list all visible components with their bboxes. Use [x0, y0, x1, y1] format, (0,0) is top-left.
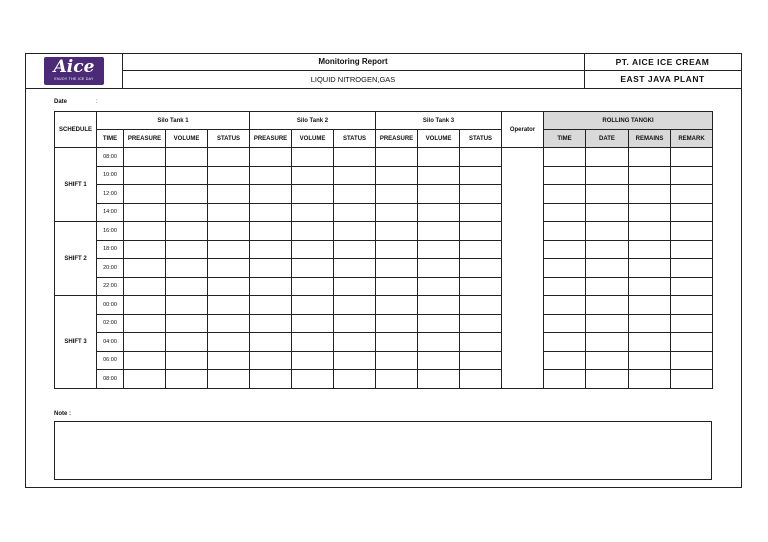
table-row	[55, 222, 713, 241]
input-cell[interactable]	[292, 222, 334, 241]
input-cell[interactable]	[166, 222, 208, 241]
input-cell[interactable]	[250, 166, 292, 185]
column-header: PREASURE	[124, 130, 166, 148]
time-cell: 06:00	[97, 351, 124, 370]
input-cell[interactable]	[460, 185, 502, 204]
form-frame	[25, 53, 742, 488]
rolling-input-cell[interactable]	[586, 185, 629, 204]
input-cell[interactable]	[208, 185, 250, 204]
input-cell[interactable]	[208, 222, 250, 241]
table-row	[55, 240, 713, 259]
input-cell[interactable]	[418, 277, 460, 296]
input-cell[interactable]	[292, 240, 334, 259]
input-cell[interactable]	[334, 240, 376, 259]
input-cell[interactable]	[376, 351, 418, 370]
logo-cell	[26, 54, 123, 88]
rolling-input-cell[interactable]	[586, 148, 629, 167]
aice-logo	[44, 57, 104, 85]
time-cell: 14:00	[97, 203, 124, 222]
input-cell[interactable]	[418, 148, 460, 167]
rolling-input-cell[interactable]	[544, 296, 586, 315]
input-cell[interactable]	[208, 314, 250, 333]
input-cell[interactable]	[250, 185, 292, 204]
table-row	[55, 166, 713, 185]
rolling-input-cell[interactable]	[629, 259, 671, 278]
rolling-input-cell[interactable]	[544, 370, 586, 389]
column-header: STATUS	[208, 130, 250, 148]
date-label: Date	[54, 99, 68, 105]
rolling-input-cell[interactable]	[544, 222, 586, 241]
input-cell[interactable]	[250, 314, 292, 333]
input-cell[interactable]	[334, 222, 376, 241]
input-cell[interactable]	[334, 351, 376, 370]
rolling-input-cell[interactable]	[629, 351, 671, 370]
input-cell[interactable]	[250, 333, 292, 352]
date-field[interactable]: :	[96, 99, 98, 105]
input-cell[interactable]	[460, 203, 502, 222]
input-cell[interactable]	[208, 166, 250, 185]
input-cell[interactable]	[418, 333, 460, 352]
rolling-input-cell[interactable]	[586, 222, 629, 241]
column-header: VOLUME	[166, 130, 208, 148]
input-cell[interactable]	[334, 333, 376, 352]
silo-tank-header: Silo Tank 1	[97, 112, 250, 130]
input-cell[interactable]	[292, 185, 334, 204]
rolling-input-cell[interactable]	[544, 185, 586, 204]
input-cell[interactable]	[124, 185, 166, 204]
rolling-column-header: DATE	[586, 130, 629, 148]
input-cell[interactable]	[166, 370, 208, 389]
rolling-input-cell[interactable]	[586, 314, 629, 333]
time-cell: 08:00	[97, 148, 124, 167]
rolling-input-cell[interactable]	[629, 222, 671, 241]
rolling-input-cell[interactable]	[671, 166, 713, 185]
input-cell[interactable]	[334, 296, 376, 315]
column-header: PREASURE	[376, 130, 418, 148]
table-row	[55, 314, 713, 333]
input-cell[interactable]	[292, 370, 334, 389]
input-cell[interactable]	[292, 203, 334, 222]
input-cell[interactable]	[124, 148, 166, 167]
input-cell[interactable]	[460, 277, 502, 296]
input-cell[interactable]	[124, 351, 166, 370]
input-cell[interactable]	[460, 222, 502, 241]
input-cell[interactable]	[376, 185, 418, 204]
input-cell[interactable]	[460, 351, 502, 370]
input-cell[interactable]	[334, 314, 376, 333]
input-cell[interactable]	[418, 240, 460, 259]
input-cell[interactable]	[292, 314, 334, 333]
silo-tank-header: Silo Tank 2	[250, 112, 376, 130]
input-cell[interactable]	[124, 259, 166, 278]
input-cell[interactable]	[166, 148, 208, 167]
table-row	[55, 148, 713, 167]
table-row	[55, 203, 713, 222]
input-cell[interactable]	[250, 240, 292, 259]
input-cell[interactable]	[208, 203, 250, 222]
input-cell[interactable]	[418, 185, 460, 204]
plant-name: EAST JAVA PLANT	[620, 74, 705, 84]
rolling-input-cell[interactable]	[671, 259, 713, 278]
input-cell[interactable]	[334, 185, 376, 204]
input-cell[interactable]	[292, 296, 334, 315]
time-cell: 22:00	[97, 277, 124, 296]
time-cell: 18:00	[97, 240, 124, 259]
rolling-input-cell[interactable]	[629, 185, 671, 204]
input-cell[interactable]	[250, 277, 292, 296]
rolling-input-cell[interactable]	[544, 166, 586, 185]
input-cell[interactable]	[166, 240, 208, 259]
input-cell[interactable]	[166, 351, 208, 370]
input-cell[interactable]	[166, 203, 208, 222]
table-row	[55, 259, 713, 278]
time-cell: 04:00	[97, 333, 124, 352]
input-cell[interactable]	[418, 203, 460, 222]
rolling-input-cell[interactable]	[586, 370, 629, 389]
rolling-input-cell[interactable]	[544, 277, 586, 296]
input-cell[interactable]	[334, 370, 376, 389]
input-cell[interactable]	[166, 314, 208, 333]
input-cell[interactable]	[418, 259, 460, 278]
report-subtitle: LIQUID NITROGEN,GAS	[310, 75, 396, 84]
rolling-input-cell[interactable]	[586, 296, 629, 315]
input-cell[interactable]	[124, 370, 166, 389]
time-cell: 12:00	[97, 185, 124, 204]
rolling-input-cell[interactable]	[629, 240, 671, 259]
report-header	[26, 54, 741, 89]
rolling-tangki-header: ROLLING TANGKI	[544, 112, 713, 130]
input-cell[interactable]	[334, 148, 376, 167]
input-cell[interactable]	[376, 314, 418, 333]
operator-header: Operator	[502, 112, 544, 148]
input-cell[interactable]	[124, 314, 166, 333]
input-cell[interactable]	[460, 148, 502, 167]
company-cell	[584, 54, 741, 88]
input-cell[interactable]	[460, 240, 502, 259]
input-cell[interactable]	[166, 185, 208, 204]
input-cell[interactable]	[250, 351, 292, 370]
rolling-input-cell[interactable]	[586, 166, 629, 185]
column-header: VOLUME	[418, 130, 460, 148]
table-row	[55, 185, 713, 204]
input-cell[interactable]	[418, 314, 460, 333]
rolling-column-header: REMARK	[671, 130, 713, 148]
table-row	[55, 333, 713, 352]
input-cell[interactable]	[460, 296, 502, 315]
schedule-header: SCHEDULE	[55, 112, 97, 148]
rolling-input-cell[interactable]	[671, 240, 713, 259]
header-row-2	[55, 130, 713, 148]
input-cell[interactable]	[250, 222, 292, 241]
input-cell[interactable]	[124, 333, 166, 352]
input-cell[interactable]	[208, 333, 250, 352]
input-cell[interactable]	[124, 296, 166, 315]
rolling-input-cell[interactable]	[671, 277, 713, 296]
input-cell[interactable]	[292, 333, 334, 352]
input-cell[interactable]	[418, 222, 460, 241]
input-cell[interactable]	[208, 240, 250, 259]
input-cell[interactable]	[250, 148, 292, 167]
silo-tank-header: Silo Tank 3	[376, 112, 502, 130]
column-header: STATUS	[334, 130, 376, 148]
input-cell[interactable]	[166, 166, 208, 185]
input-cell[interactable]	[460, 259, 502, 278]
input-cell[interactable]	[376, 333, 418, 352]
column-header: VOLUME	[292, 130, 334, 148]
column-header: PREASURE	[250, 130, 292, 148]
rolling-input-cell[interactable]	[586, 333, 629, 352]
shift-label: SHIFT 3	[55, 296, 97, 389]
rolling-input-cell[interactable]	[586, 203, 629, 222]
time-header: TIME	[97, 130, 124, 148]
logo-tagline: ENJOY THE ICE DAY	[54, 77, 94, 81]
rolling-input-cell[interactable]	[629, 370, 671, 389]
rolling-input-cell[interactable]	[671, 314, 713, 333]
input-cell[interactable]	[292, 351, 334, 370]
rolling-input-cell[interactable]	[671, 203, 713, 222]
rolling-input-cell[interactable]	[544, 314, 586, 333]
rolling-column-header: TIME	[544, 130, 586, 148]
input-cell[interactable]	[124, 222, 166, 241]
input-cell[interactable]	[418, 166, 460, 185]
note-label: Note :	[54, 411, 71, 417]
rolling-input-cell[interactable]	[629, 166, 671, 185]
time-cell: 02:00	[97, 314, 124, 333]
input-cell[interactable]	[376, 166, 418, 185]
header-row-1	[55, 112, 713, 130]
rolling-input-cell[interactable]	[629, 277, 671, 296]
input-cell[interactable]	[208, 148, 250, 167]
input-cell[interactable]	[208, 370, 250, 389]
table-row	[55, 277, 713, 296]
input-cell[interactable]	[418, 351, 460, 370]
rolling-input-cell[interactable]	[629, 203, 671, 222]
table-row	[55, 370, 713, 389]
input-cell[interactable]	[334, 259, 376, 278]
input-cell[interactable]	[250, 370, 292, 389]
input-cell[interactable]	[292, 277, 334, 296]
rolling-input-cell[interactable]	[671, 333, 713, 352]
input-cell[interactable]	[376, 222, 418, 241]
rolling-input-cell[interactable]	[544, 240, 586, 259]
rolling-input-cell[interactable]	[671, 222, 713, 241]
note-box[interactable]	[54, 421, 712, 480]
rolling-input-cell[interactable]	[544, 333, 586, 352]
rolling-input-cell[interactable]	[629, 296, 671, 315]
rolling-input-cell[interactable]	[586, 259, 629, 278]
input-cell[interactable]	[166, 333, 208, 352]
rolling-input-cell[interactable]	[671, 185, 713, 204]
rolling-input-cell[interactable]	[671, 351, 713, 370]
input-cell[interactable]	[460, 314, 502, 333]
rolling-input-cell[interactable]	[544, 148, 586, 167]
input-cell[interactable]	[418, 296, 460, 315]
input-cell[interactable]	[208, 259, 250, 278]
table-row	[55, 351, 713, 370]
input-cell[interactable]	[376, 296, 418, 315]
input-cell[interactable]	[334, 166, 376, 185]
input-cell[interactable]	[376, 148, 418, 167]
input-cell[interactable]	[334, 277, 376, 296]
column-header: STATUS	[460, 130, 502, 148]
input-cell[interactable]	[460, 166, 502, 185]
shift-label: SHIFT 1	[55, 148, 97, 222]
input-cell[interactable]	[292, 148, 334, 167]
monitoring-table	[54, 111, 713, 389]
input-cell[interactable]	[166, 277, 208, 296]
logo-wordmark: Aice	[53, 57, 95, 77]
input-cell[interactable]	[292, 259, 334, 278]
input-cell[interactable]	[334, 203, 376, 222]
rolling-input-cell[interactable]	[586, 240, 629, 259]
rolling-input-cell[interactable]	[629, 148, 671, 167]
rolling-input-cell[interactable]	[544, 259, 586, 278]
rolling-input-cell[interactable]	[671, 296, 713, 315]
input-cell[interactable]	[208, 277, 250, 296]
input-cell[interactable]	[250, 259, 292, 278]
shift-label: SHIFT 2	[55, 222, 97, 296]
input-cell[interactable]	[250, 296, 292, 315]
title-cell	[122, 54, 585, 88]
input-cell[interactable]	[166, 296, 208, 315]
rolling-input-cell[interactable]	[629, 314, 671, 333]
input-cell[interactable]	[418, 370, 460, 389]
input-cell[interactable]	[124, 203, 166, 222]
input-cell[interactable]	[460, 333, 502, 352]
rolling-input-cell[interactable]	[544, 203, 586, 222]
time-cell: 10:00	[97, 166, 124, 185]
time-cell: 00:00	[97, 296, 124, 315]
company-name: PT. AICE ICE CREAM	[584, 54, 741, 71]
input-cell[interactable]	[292, 166, 334, 185]
rolling-input-cell[interactable]	[671, 370, 713, 389]
input-cell[interactable]	[376, 277, 418, 296]
input-cell[interactable]	[376, 259, 418, 278]
rolling-input-cell[interactable]	[671, 148, 713, 167]
rolling-input-cell[interactable]	[586, 277, 629, 296]
time-cell: 20:00	[97, 259, 124, 278]
input-cell[interactable]	[376, 370, 418, 389]
input-cell[interactable]	[124, 166, 166, 185]
input-cell[interactable]	[376, 240, 418, 259]
input-cell[interactable]	[460, 370, 502, 389]
input-cell[interactable]	[124, 277, 166, 296]
table-row	[55, 296, 713, 315]
rolling-input-cell[interactable]	[586, 351, 629, 370]
input-cell[interactable]	[208, 351, 250, 370]
input-cell[interactable]	[250, 203, 292, 222]
operator-cell[interactable]	[502, 148, 544, 389]
time-cell: 16:00	[97, 222, 124, 241]
input-cell[interactable]	[166, 259, 208, 278]
rolling-input-cell[interactable]	[544, 351, 586, 370]
time-cell: 08:00	[97, 370, 124, 389]
rolling-input-cell[interactable]	[629, 333, 671, 352]
report-title: Monitoring Report	[122, 54, 584, 71]
input-cell[interactable]	[208, 296, 250, 315]
input-cell[interactable]	[376, 203, 418, 222]
input-cell[interactable]	[124, 240, 166, 259]
rolling-column-header: REMAINS	[629, 130, 671, 148]
